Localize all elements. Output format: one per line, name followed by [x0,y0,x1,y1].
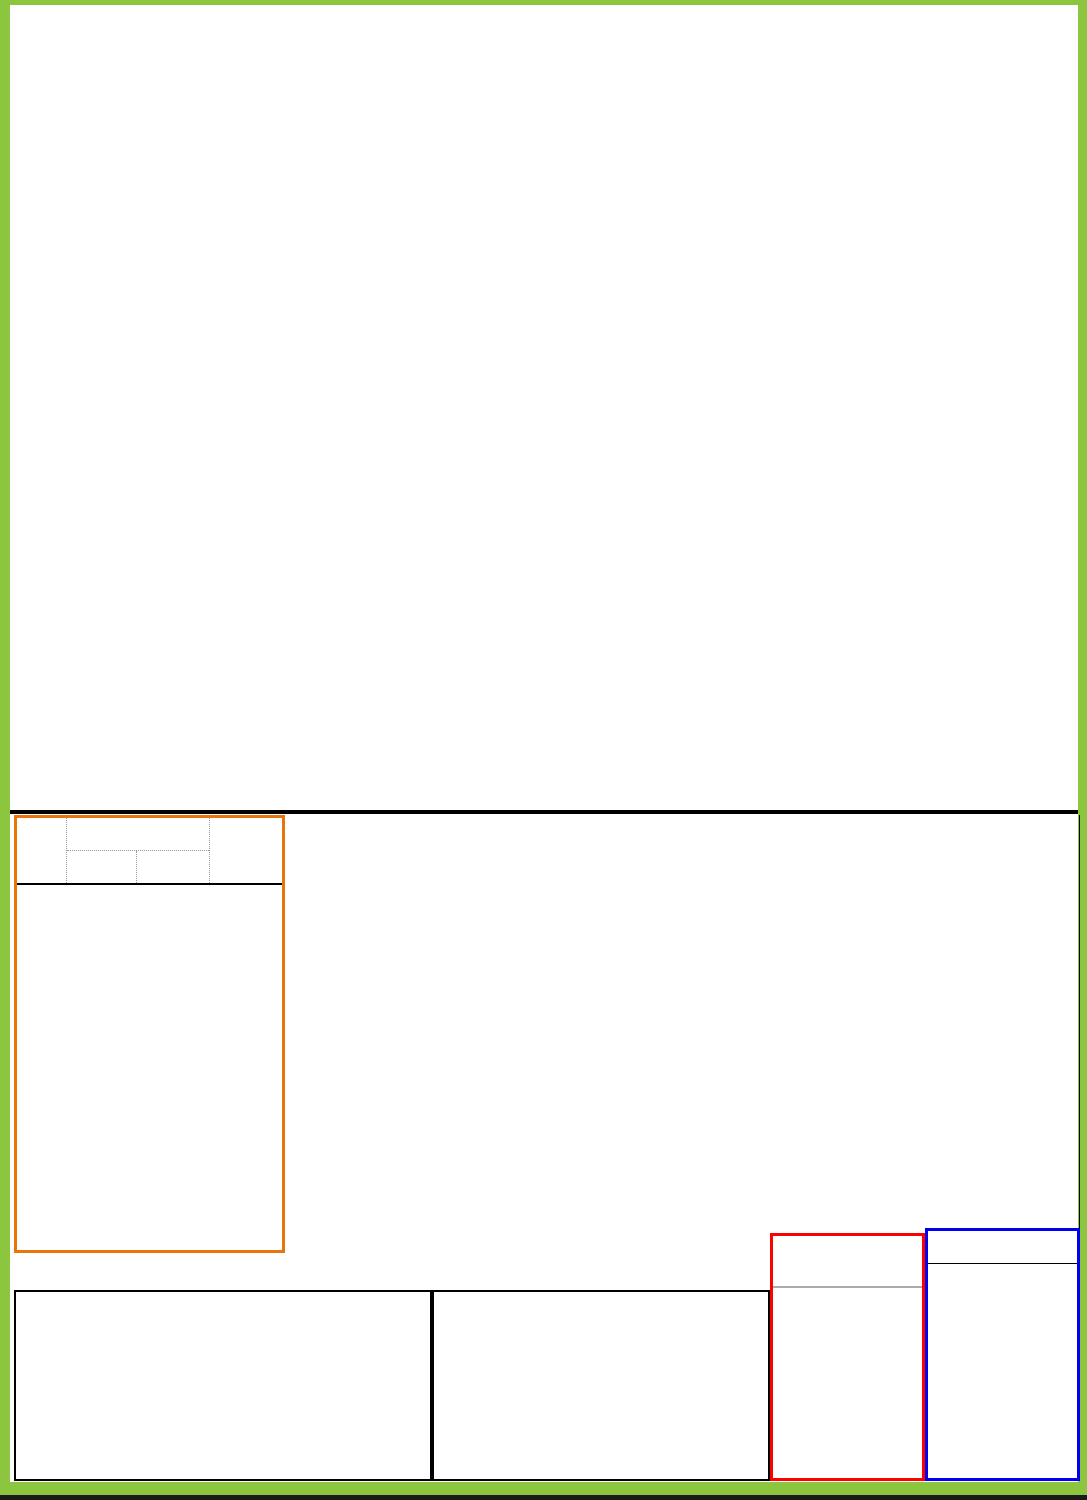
zodiac-number-map-right [432,1290,770,1481]
zodiac-stats-header-count [67,818,209,851]
zodiac-stats-header [17,818,282,885]
zodiac-stats-header-recent [209,818,282,883]
zodiac-number-map-left [14,1290,432,1481]
count-grid [285,815,1080,1253]
note-line [14,1258,628,1288]
zodiac-stats-header-zodiac [17,818,67,883]
zodiac-stats-header-before [67,851,137,884]
segment-stats-rows [928,1264,1077,1478]
zodiac-stats-body [17,885,282,1250]
segment-stats-box [925,1228,1080,1481]
zodiac-stats-table [14,815,285,1253]
missing-limit-title [773,1236,922,1288]
missing-limit-rows [773,1288,922,1478]
segment-stats-title [928,1231,1077,1264]
bottom-edge [0,1495,1087,1500]
zodiac-stats-header-after [137,851,209,884]
section-divider [10,810,1078,814]
missing-limit-box [770,1233,925,1481]
